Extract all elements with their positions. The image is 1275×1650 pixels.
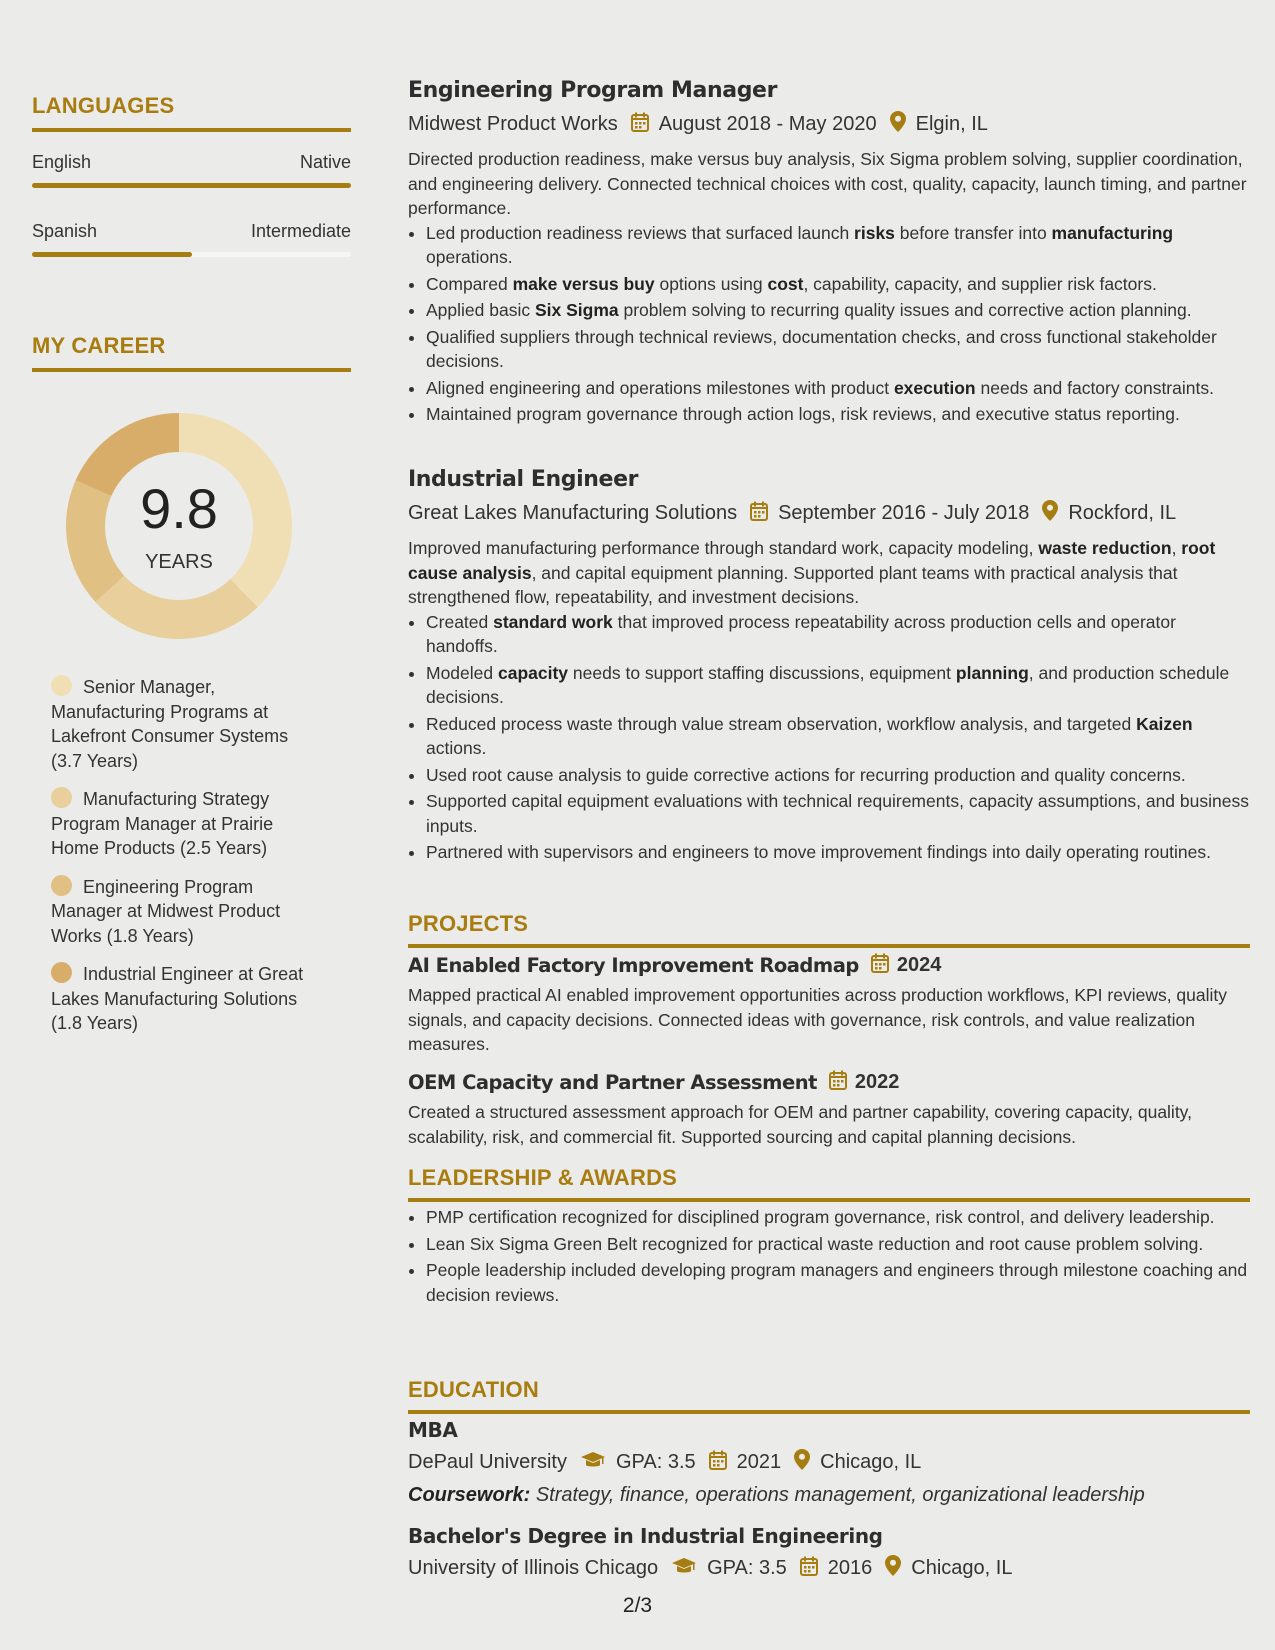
gpa: GPA: 3.5 [615, 1451, 696, 1473]
job-bullets [408, 610, 1250, 865]
award-item: • Lean Six Sigma Green Belt recognized for practical waste reduction and root cause problem solving. [426, 1232, 1250, 1257]
bullet-item: • Led production readiness reviews that surfaced launch risks before transfer into manufacturing operations. [426, 221, 1250, 270]
company-name: Midwest Product Works [408, 113, 618, 135]
map-pin-icon [890, 111, 906, 138]
legend-item [51, 675, 321, 773]
graduation-year: 2021 [736, 1451, 782, 1473]
job-dates: September 2016 - July 2018 [778, 502, 1030, 524]
project-description: Created a structured assessment approach for OEM and partner capability, covering capacity, quality, scalability, risk, and commercial fit. Supported sourcing and capital planning decisions. [408, 1102, 1192, 1147]
job-title: Industrial Engineer [408, 467, 639, 492]
job-meta [408, 500, 1250, 527]
language-name: English [32, 152, 92, 172]
job-location: Rockford, IL [1068, 502, 1177, 524]
job-title: Engineering Program Manager [408, 78, 778, 103]
career-donut-chart [66, 413, 292, 639]
bullet-item: • Maintained program governance through action logs, risk reviews, and executive status reporting. [426, 402, 1250, 427]
gpa: GPA: 3.5 [707, 1557, 787, 1579]
language-proficiency-fill [32, 183, 351, 188]
job-meta [408, 111, 1250, 138]
language-proficiency-fill [32, 252, 192, 257]
map-pin-icon [1042, 500, 1058, 527]
project-item [408, 1070, 1250, 1149]
bullet-item: • Qualified suppliers through technical reviews, documentation checks, and cross functional stakeholder decisions. [426, 325, 1250, 374]
legend-swatch [51, 875, 72, 896]
calendar-icon [829, 1070, 847, 1095]
calendar-icon [750, 501, 768, 527]
bullet-item: • Supported capital equipment evaluations with technical requirements, capacity assumptions, and business inputs. [426, 789, 1250, 838]
language-item [32, 221, 351, 257]
education-item [408, 1524, 1250, 1582]
project-year: 2024 [896, 954, 942, 976]
legend-label: Manufacturing Strategy Program Manager at Prairie Home Products (2.5 Years) [51, 789, 274, 858]
legend-label: Senior Manager, Manufacturing Programs at Lakefront Consumer Systems (3.7 Years) [51, 677, 289, 771]
section-divider [32, 128, 351, 132]
coursework [408, 1484, 1250, 1507]
coursework-label: Coursework: [408, 1484, 531, 1506]
graduation-cap-icon [671, 1557, 697, 1581]
language-proficiency-bar [32, 252, 351, 257]
awards-heading: LEADERSHIP & AWARDS [408, 1165, 678, 1190]
school-location: Chicago, IL [911, 1557, 1013, 1579]
project-item [408, 953, 1250, 1057]
legend-swatch [51, 787, 72, 808]
graduation-cap-icon [580, 1451, 606, 1475]
legend-item [51, 962, 321, 1036]
experience-item [408, 467, 1250, 867]
section-divider [408, 944, 1250, 948]
education-section [408, 1377, 1250, 1414]
page-number: 2/3 [622, 1594, 653, 1617]
career-legend [32, 675, 321, 1036]
project-description: Mapped practical AI enabled improvement opportunities across production workflows, KPI reviews, quality signals, and capacity decisions. Connected ideas with governance, risk controls, and value realization measures. [408, 985, 1228, 1054]
awards-list [408, 1205, 1250, 1309]
language-level: Native [299, 152, 351, 172]
career-section [32, 333, 351, 372]
section-divider [408, 1410, 1250, 1414]
school-name: University of Illinois Chicago [408, 1557, 659, 1579]
company-name: Great Lakes Manufacturing Solutions [408, 502, 738, 524]
legend-swatch [51, 675, 72, 696]
projects-section [408, 911, 1250, 948]
coursework-text: Strategy, finance, operations management, organizational leadership [535, 1484, 1145, 1506]
bullet-item: • Applied basic Six Sigma problem solving to recurring quality issues and corrective action planning. [426, 298, 1250, 323]
calendar-icon [871, 953, 889, 978]
job-bullets [408, 221, 1250, 427]
bullet-item: • Compared make versus buy options using cost, capability, capacity, and supplier risk factors. [426, 272, 1250, 297]
calendar-icon [800, 1556, 818, 1582]
legend-swatch [51, 962, 72, 983]
degree-title: MBA [408, 1418, 458, 1442]
calendar-icon [709, 1450, 727, 1476]
language-level: Intermediate [250, 221, 351, 241]
graduation-year: 2016 [827, 1557, 873, 1579]
project-year: 2022 [854, 1071, 900, 1093]
award-item: • PMP certification recognized for disciplined program governance, risk control, and delivery leadership. [426, 1205, 1250, 1230]
bullet-item: • Created standard work that improved process repeatability across production cells and operator handoffs. [426, 610, 1250, 659]
career-heading: MY CAREER [32, 333, 166, 358]
job-dates: August 2018 - May 2020 [658, 113, 877, 135]
awards-section [408, 1165, 1250, 1202]
language-item [32, 152, 351, 188]
job-summary: Directed production readiness, make versus buy analysis, Six Sigma problem solving, supplier coordination, and engineering delivery. Connected technical choices with cost, quality, capacity, launch timing, and partner performance. [408, 149, 1247, 218]
language-proficiency-bar [32, 183, 351, 188]
language-name: Spanish [32, 221, 98, 241]
section-divider [408, 1198, 1250, 1202]
school-location: Chicago, IL [820, 1451, 922, 1473]
legend-label: Industrial Engineer at Great Lakes Manufacturing Solutions (1.8 Years) [51, 964, 304, 1033]
section-divider [32, 368, 351, 372]
school-name: DePaul University [408, 1451, 567, 1473]
experience-item [408, 78, 1250, 429]
bullet-item: • Used root cause analysis to guide corrective actions for recurring production and quality concerns. [426, 763, 1250, 788]
bullet-item: • Reduced process waste through value stream observation, workflow analysis, and targeted Kaizen actions. [426, 712, 1250, 761]
map-pin-icon [794, 1449, 810, 1476]
legend-label: Engineering Program Manager at Midwest Product Works (1.8 Years) [51, 876, 281, 946]
bullet-item: • Partnered with supervisors and engineers to move improvement findings into daily operating routines. [426, 840, 1250, 865]
bullet-item: • Aligned engineering and operations milestones with product execution needs and factory constraints. [426, 376, 1250, 401]
legend-item [51, 875, 321, 949]
education-heading: EDUCATION [408, 1377, 539, 1402]
projects-heading: PROJECTS [408, 911, 529, 936]
job-summary: Improved manufacturing performance through standard work, capacity modeling, waste reduction, root cause analysis, and capital equipment planning. Supported plant teams with practical analysis that strengthened flow, repeatability, and investment decisions. [408, 538, 1216, 607]
award-item: • People leadership included developing program managers and engineers through milestone coaching and decision reviews. [426, 1258, 1250, 1307]
job-location: Elgin, IL [915, 113, 988, 135]
degree-title: Bachelor's Degree in Industrial Engineering [408, 1524, 883, 1548]
project-name: AI Enabled Factory Improvement Roadmap [408, 954, 859, 977]
project-name: OEM Capacity and Partner Assessment [408, 1071, 817, 1094]
legend-item [51, 787, 321, 861]
map-pin-icon [885, 1555, 901, 1582]
calendar-icon [631, 112, 649, 138]
languages-heading: LANGUAGES [32, 93, 175, 118]
languages-section [32, 93, 351, 132]
career-total-years: 9.8 [140, 477, 218, 540]
bullet-item: • Modeled capacity needs to support staffing discussions, equipment planning, and production schedule decisions. [426, 661, 1250, 710]
education-item [408, 1418, 1250, 1507]
career-total-unit: YEARS [145, 551, 213, 573]
